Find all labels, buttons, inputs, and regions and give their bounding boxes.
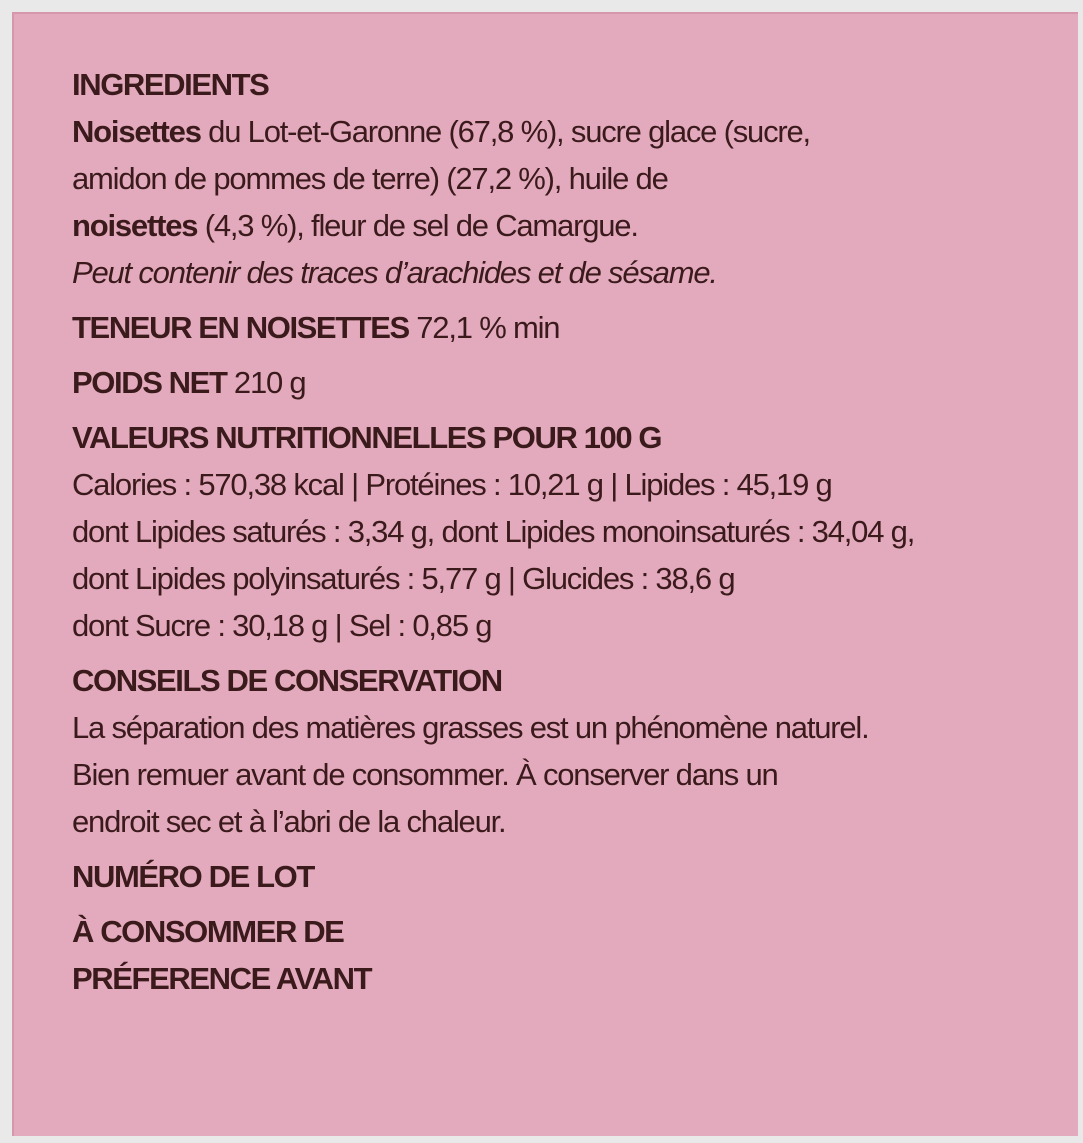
allergen-note: Peut contenir des traces d’arachides et de sésame. (72, 255, 717, 290)
ingredients-line-3-text: (4,3 %), fleur de sel de Camargue. (197, 208, 638, 243)
lot-number-section (72, 853, 1062, 900)
ingredient-hazelnut-oil: noisettes (72, 208, 198, 243)
ingredients-line-1-text: du Lot-et-Garonne (67,8 %), sucre glace (sucre, (200, 114, 810, 149)
hazelnut-content-heading: TENEUR EN NOISETTES (72, 310, 409, 345)
nutrition-line: dont Lipides saturés : 3,34 g, dont Lipides monoinsaturés : 34,04 g, (72, 514, 915, 549)
storage-heading: CONSEILS DE CONSERVATION (72, 663, 502, 698)
storage-section (72, 657, 1062, 845)
nutrition-heading: VALEURS NUTRITIONNELLES POUR 100 G (72, 420, 662, 455)
storage-line: La séparation des matières grasses est un phénomène naturel. (72, 710, 869, 745)
nutrition-line: dont Sucre : 30,18 g | Sel : 0,85 g (72, 608, 492, 643)
best-before-heading-line-1: À CONSOMMER DE (72, 914, 344, 949)
label-content (72, 61, 1062, 1002)
net-weight-section (72, 359, 1062, 406)
net-weight-value: 210 g (226, 365, 306, 400)
nutrition-line: Calories : 570,38 kcal | Protéines : 10,21 g | Lipides : 45,19 g (72, 467, 832, 502)
best-before-section (72, 908, 1062, 1002)
storage-line: endroit sec et à l’abri de la chaleur. (72, 804, 506, 839)
storage-line: Bien remuer avant de consommer. À conserver dans un (72, 757, 778, 792)
nutrition-line: dont Lipides polyinsaturés : 5,77 g | Glucides : 38,6 g (72, 561, 735, 596)
nutrition-section (72, 414, 1062, 649)
ingredients-section (72, 61, 1062, 296)
product-label (12, 12, 1078, 1136)
net-weight-heading: POIDS NET (72, 365, 227, 400)
hazelnut-content-value: 72,1 % min (408, 310, 560, 345)
best-before-heading-line-2: PRÉFERENCE AVANT (72, 961, 372, 996)
net-weight-line (72, 359, 1062, 406)
ingredients-line-1 (72, 108, 1062, 155)
hazelnut-content-section (72, 304, 1062, 351)
ingredient-hazelnuts: Noisettes (72, 114, 201, 149)
ingredients-heading: INGREDIENTS (72, 67, 269, 102)
lot-number-heading: NUMÉRO DE LOT (72, 859, 314, 894)
ingredients-line-3 (72, 202, 1062, 249)
ingredients-line-2: amidon de pommes de terre) (27,2 %), huile de (72, 161, 668, 196)
hazelnut-content-line (72, 304, 1062, 351)
